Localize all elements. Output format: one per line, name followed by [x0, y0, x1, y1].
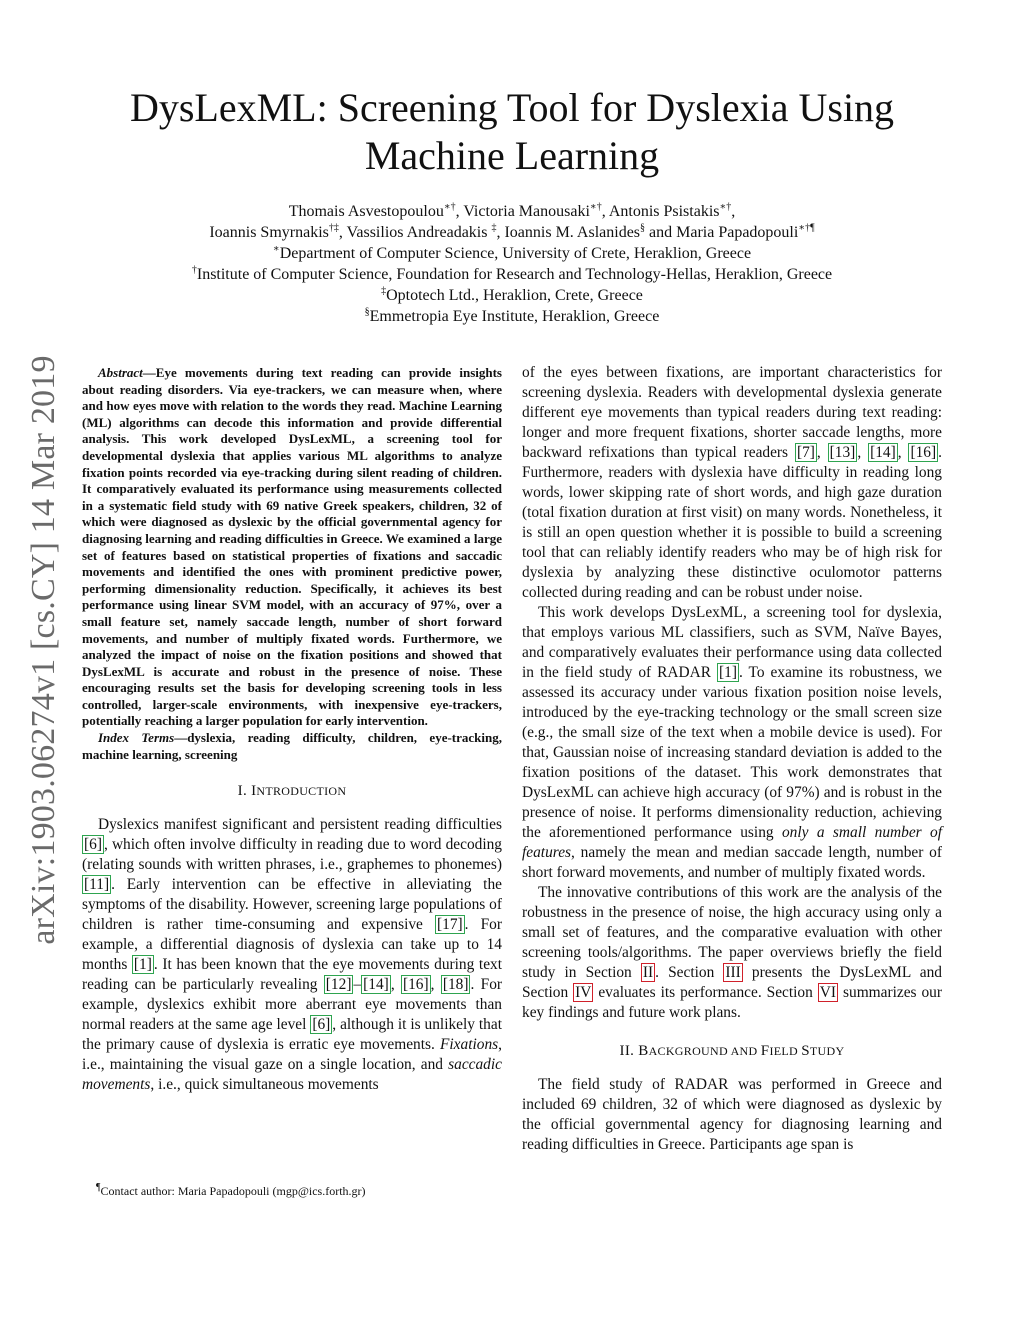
author-line-2: Ioannis Smyrnakis†‡, Vassilios Andreadakis ‡, Ioannis M. Aslanides§ and Maria Papadopouli∗†¶	[209, 222, 815, 241]
affiliation: §Emmetropia Eye Institute, Heraklion, Greece	[364, 306, 660, 325]
body-paragraph: of the eyes between fixations, are important characteristics for screening dyslexia. Readers with developmental dyslexia generate different eye movements than typical readers during text reading: longer and more frequent fixations, shorter saccade lengths, more backward refixations than typical readers [7] , [13] , [14] , [16] . Furthermore, readers with dyslexia have difficulty in reading long words, lower skipping rate of short words, and high gaze duration (total fixation duration at first visit) on many words. Nonetheless, it is still an open question whether it is possible to build a screening tool that can reliably identify readers who may be of high risk for dyslexia by analyzing these distinctive oculomotor patterns collected during reading and can be robust under noise.	[522, 364, 942, 601]
citation-link[interactable]: [1]	[719, 664, 737, 681]
author-name: Ioannis Smyrnakis	[209, 224, 329, 241]
citation-link[interactable]: [14]	[870, 444, 896, 461]
author-name: Victoria Manousaki	[463, 203, 590, 220]
paper-title: DysLexML: Screening Tool for Dyslexia Using Machine Learning	[129, 85, 895, 178]
citation-link[interactable]: [6]	[84, 836, 102, 854]
index-terms-text: —dyslexia, reading difficulty, children, eye-tracking, machine learning, screening	[82, 730, 502, 762]
author-conjunction: and	[649, 224, 673, 241]
author-name: Thomais Asvestopoulou	[288, 203, 444, 220]
section-link[interactable]: VI	[819, 984, 837, 1001]
author-line-1: Thomais Asvestopoulou∗†, Victoria Manousaki∗†, Antonis Psistakis∗†,	[288, 201, 736, 220]
author-name: Ioannis M. Aslanides	[504, 224, 641, 241]
body-paragraph: The field study of RADAR was performed in Greece and included 69 children, 32 of which were diagnosed as dyslexic by the official governmental agency for diagnosing learning and reading difficulties in Greece. Participants age span is	[522, 1076, 942, 1153]
left-column	[82, 365, 502, 1095]
section-heading-background: II. BACKGROUND AND FIELD STUDY	[619, 1043, 845, 1059]
author-name: Antonis Psistakis	[608, 203, 720, 220]
index-terms-label: Index Terms	[98, 730, 175, 746]
abstract	[82, 365, 502, 763]
author-name: Maria Papadopouli	[676, 224, 799, 241]
citation-link[interactable]: [17]	[437, 916, 463, 934]
citation-link[interactable]: [16]	[910, 444, 937, 461]
citation-link[interactable]: [6]	[312, 1016, 331, 1034]
citation-link[interactable]: [12]	[325, 976, 352, 994]
section-link[interactable]: IV	[575, 984, 592, 1001]
body-paragraph: This work develops DysLexML, a screening tool for dyslexia, that employs various ML classifiers, such as SVM, Naïve Bayes, and comparatively evaluates their performance using data collected in the field study of RADAR [1] . To examine its robustness, we assessed its accuracy under various fixation position noise levels, introduced by the eye-tracking technology or the small screen size (e.g., the small size of the text when a mobile device is used). For that, Gaussian noise of increasing standard deviation is added to the fixation positions of the dataset. This work demonstrates that DysLexML can achieve high accuracy (of 97%) and is robust in the presence of noise. It performs dimensionality reduction, achieving the aforementioned performance using only a small number of features, namely the mean and median saccade length, number of short forward movements, and number of multiply fixated words.	[522, 604, 942, 881]
citation-link[interactable]: [16]	[402, 976, 429, 994]
footnote: ¶Contact author: Maria Papadopouli (mgp@ics.forth.gr)	[96, 1182, 366, 1198]
author-name: Vassilios Andreadakis	[346, 224, 488, 241]
abstract-text: —Eye movements during text reading can provide insights about reading disorders. Via eye-trackers, we can measure when, where and how eyes move with relation to the words they read. Machine Learning (ML) algorithms can decode this information and provide differential analysis. This work developed DysLexML, a screening tool for developmental dyslexia that applies various ML algorithms to analyze fixation points recorded via eye-tracking during silent reading of children. It comparatively evaluated its performance using measurements collected in a systematic field study with 69 native Greek speakers, children, 32 of which were diagnosed as dyslexic by the official governmental agency for diagnosing learning and reading difficulties in Greece. We examined a large set of features based on statistical properties of fixations and saccadic movements and identified the ones with prominent predictive power, performing dimensionality reduction. Specifically, it achieves its best performance using linear SVM model, with an accuracy of 97%, over a small feature set, namely saccade length, number of short forward movements, and number of multiply fixated words. Furthermore, we analyzed the impact of noise on the fixation positions and showed that DysLexML is accurate and robust in the presence of noise. These encouraging results set the basis for developing screening tools in less controlled, larger-scale environments, with inexpensive eye-trackers, potentially reaching a larger population for early intervention.	[82, 365, 502, 729]
citation-link[interactable]: [18]	[442, 976, 469, 994]
author-block	[90, 201, 934, 327]
intro-paragraph: Dyslexics manifest significant and persistent reading difficulties [6] , which often involve difficulty in reading due to word decoding (relating sounds with written phrases, i.e., graphemes to phonemes) [11] . Early intervention can be effective in alleviating the symptoms of the disability. However, screening large populations of children is rather time-consuming and expensive [17] . For example, a differential diagnosis of dyslexia can take up to 14 months [1] . It has been known that the eye movements during text reading can be particularly revealing [12] – [14] , [16] , [18] . For example, dyslexics exhibit more aberrant eye movements than normal readers at the same age level [6] , although it is unlikely that the primary cause of dyslexia is erratic eye movements. Fixations, i.e., maintaining the visual gaze on a single location, and saccadic movements, i.e., quick simultaneous movements	[82, 816, 503, 1094]
section-heading-introduction: I. INTRODUCTION	[237, 783, 347, 800]
arxiv-identifier: arXiv:1903.06274v1 [cs.CY] 14 Mar 2019	[25, 355, 62, 945]
citation-link[interactable]: [13]	[829, 444, 856, 461]
citation-link[interactable]: [14]	[363, 976, 389, 994]
affiliation: ∗Department of Computer Science, University of Crete, Heraklion, Greece	[272, 243, 752, 262]
abstract-label: Abstract	[98, 365, 143, 380]
citation-link[interactable]: [1]	[133, 956, 152, 974]
affiliation: †Institute of Computer Science, Foundation for Research and Technology-Hellas, Heraklion, Greece	[191, 264, 833, 283]
citation-link[interactable]: [7]	[796, 444, 815, 461]
right-column	[522, 363, 942, 1155]
section-link[interactable]: III	[725, 964, 741, 981]
citation-link[interactable]: [11]	[84, 876, 110, 894]
section-link[interactable]: II	[642, 964, 654, 981]
affiliation: ‡Optotech Ltd., Heraklion, Crete, Greece	[381, 285, 643, 304]
body-paragraph: The innovative contributions of this work are the analysis of the robustness in the presence of noise, the high accuracy using only a small set of features, and the comparative evaluation with other screening tools/algorithms. The paper overviews briefly the field study in Section II . Section III presents the DysLexML and Section IV evaluates its performance. Section VI summarizes our key findings and future work plans.	[522, 884, 943, 1021]
